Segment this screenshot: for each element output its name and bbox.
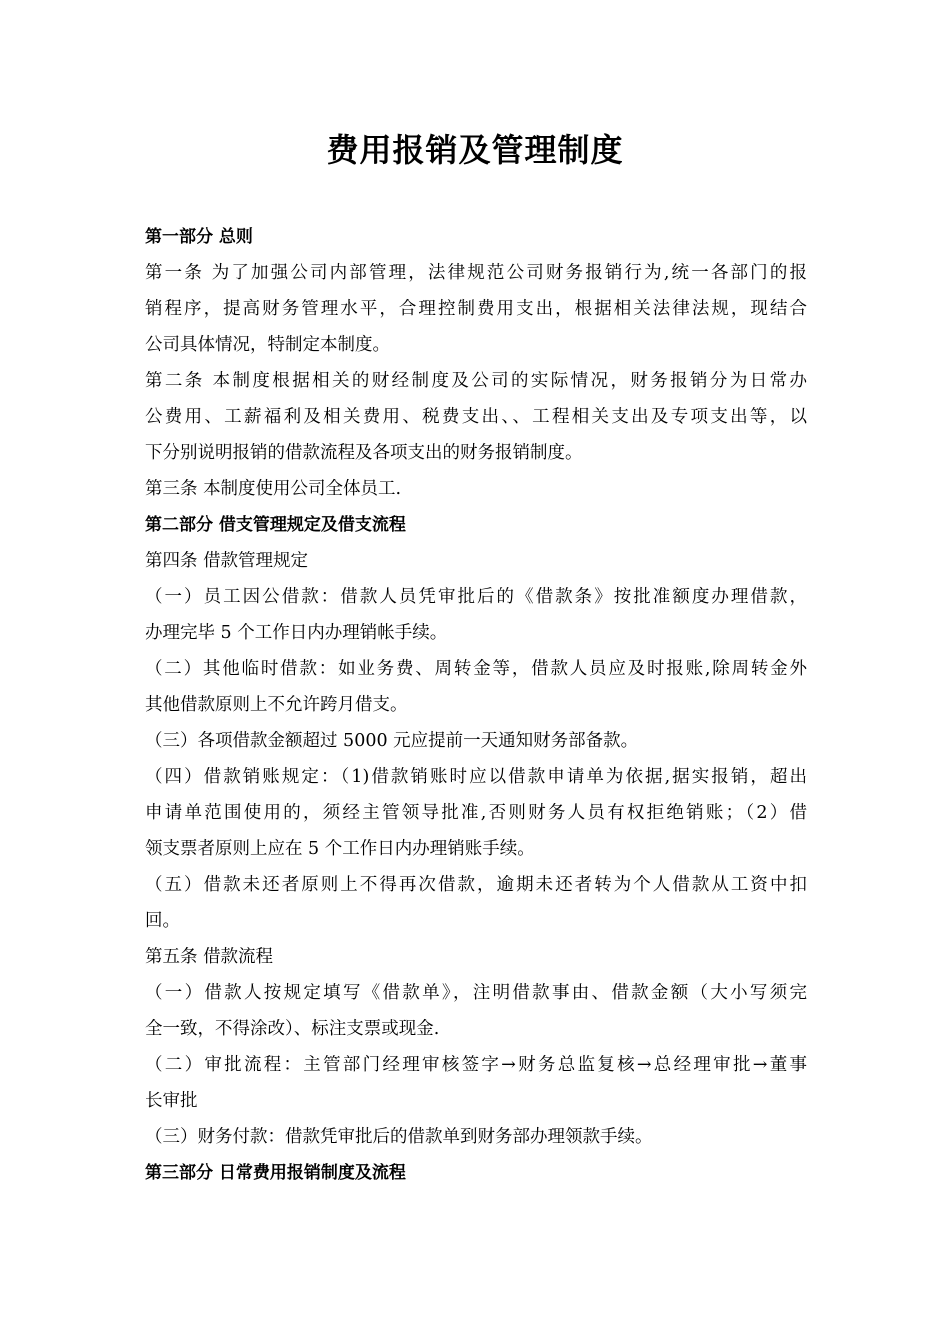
paragraph-line: 销程序，提高财务管理水平，合理控制费用支出，根据相关法律法规，现结合 — [145, 299, 807, 319]
document-body — [145, 219, 807, 1191]
document-title: 费用报销及管理制度 — [326, 131, 624, 169]
paragraph-line: 第二条 本制度根据相关的财经制度及公司的实际情况，财务报销分为日常办 — [145, 371, 807, 391]
article-heading: 第四条 借款管理规定 — [145, 551, 309, 571]
paragraph-line: （二）其他临时借款：如业务费、周转金等，借款人员应及时报账,除周转金外 — [145, 659, 807, 679]
paragraph-line: 办理完毕 5 个工作日内办理销帐手续。 — [145, 623, 448, 643]
paragraph-line: （三）财务付款：借款凭审批后的借款单到财务部办理领款手续。 — [145, 1127, 653, 1147]
paragraph-line: 第三条 本制度使用公司全体员工. — [145, 479, 402, 499]
section-heading: 第二部分 借支管理规定及借支流程 — [145, 515, 406, 535]
paragraph-line: 公司具体情况，特制定本制度。 — [145, 335, 390, 355]
paragraph-line: 第一条 为了加强公司内部管理，法律规范公司财务报销行为,统一各部门的报 — [145, 263, 807, 283]
paragraph-line: （二）审批流程：主管部门经理审核签字→财务总监复核→总经理审批→董事 — [145, 1055, 807, 1075]
paragraph-line: 其他借款原则上不允许跨月借支。 — [145, 695, 408, 715]
section-heading: 第三部分 日常费用报销制度及流程 — [145, 1163, 406, 1183]
paragraph-line: 领支票者原则上应在 5 个工作日内办理销账手续。 — [145, 839, 535, 859]
paragraph-line: （三）各项借款金额超过 5000 元应提前一天通知财务部备款。 — [145, 731, 639, 751]
section-heading: 第一部分 总则 — [145, 227, 253, 247]
paragraph-line: （一）员工因公借款：借款人员凭审批后的《借款条》按批准额度办理借款， — [145, 587, 807, 607]
paragraph-line: （一）借款人按规定填写《借款单》，注明借款事由、借款金额（大小写须完 — [145, 983, 807, 1003]
paragraph-line: 申请单范围使用的，须经主管领导批准,否则财务人员有权拒绝销账；（2）借 — [145, 803, 807, 823]
paragraph-line: （四）借款销账规定：（1)借款销账时应以借款申请单为依据,据实报销，超出 — [145, 767, 807, 787]
paragraph-line: （五）借款未还者原则上不得再次借款，逾期未还者转为个人借款从工资中扣 — [145, 875, 807, 895]
article-heading: 第五条 借款流程 — [145, 947, 274, 967]
paragraph-line: 回。 — [145, 911, 180, 931]
paragraph-line: 下分别说明报销的借款流程及各项支出的财务报销制度。 — [145, 443, 583, 463]
paragraph-line: 公费用、工薪福利及相关费用、税费支出、、工程相关支出及专项支出等，以 — [145, 407, 807, 427]
paragraph-line: 全一致，不得涂改）、标注支票或现金. — [145, 1019, 440, 1039]
paragraph-line: 长审批 — [145, 1091, 198, 1111]
